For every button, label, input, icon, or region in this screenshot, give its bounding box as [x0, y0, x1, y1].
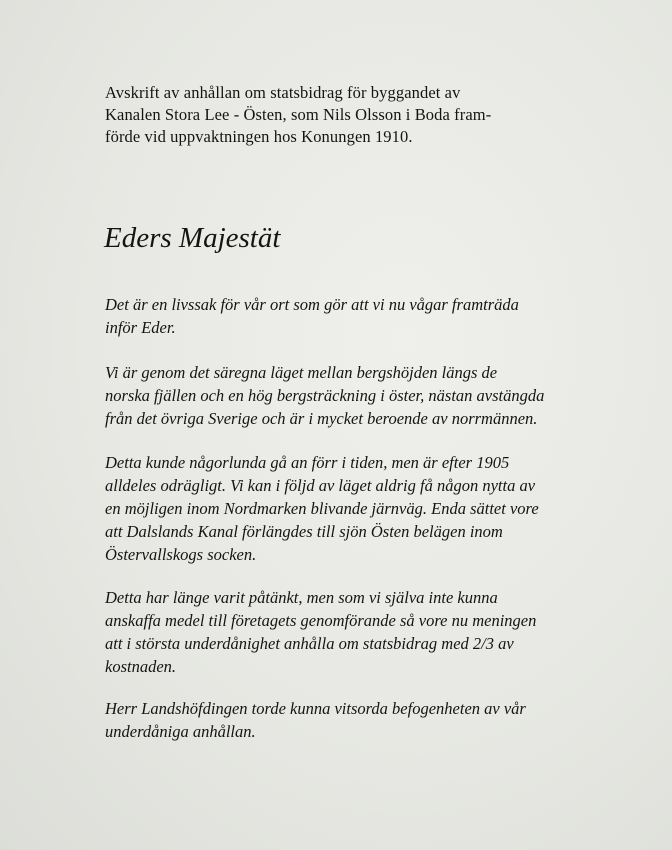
letter-line: Detta kunde någorlunda gå an förr i tiden, men är efter 1905 [105, 453, 510, 472]
letter-line: Det är en livssak för vår ort som gör att vi nu vågar framträda [105, 295, 519, 314]
letter-line: Detta har länge varit påtänkt, men som vi själva inte kunna [105, 588, 498, 607]
letter-line: norska fjällen och en hög bergsträckning i öster, nästan avstängda [105, 386, 545, 405]
intro-line: Avskrift av anhållan om statsbidrag för byggandet av [105, 83, 461, 102]
letter-line: från det övriga Sverige och är i mycket beroende av norrmännen. [105, 409, 538, 428]
letter-line: anskaffa medel till företagets genomförande så vore nu meningen [105, 611, 537, 630]
letter-paragraph-5 [105, 697, 625, 743]
letter-line: Herr Landshöfdingen torde kunna vitsorda befogenheten av vår [105, 699, 526, 718]
letter-paragraph-3 [105, 451, 625, 566]
letter-paragraph-4 [105, 586, 625, 678]
letter-line: en möjligen inom Nordmarken blivande järnväg. Enda sättet vore [105, 499, 539, 518]
letter-line: kostnaden. [105, 657, 177, 676]
intro-line: förde vid uppvaktningen hos Konungen 1910. [105, 127, 413, 146]
salutation-heading: Eders Majestät [104, 222, 281, 254]
letter-line: att Dalslands Kanal förlängdes till sjön Östen belägen inom [105, 522, 503, 541]
letter-line: att i största underdånighet anhålla om statsbidrag med 2/3 av [105, 634, 514, 653]
letter-line: inför Eder. [105, 318, 176, 337]
letter-paragraph-2 [105, 361, 625, 430]
intro-text [105, 82, 605, 148]
letter-paragraph-1 [105, 293, 625, 339]
intro-line: Kanalen Stora Lee - Östen, som Nils Olsson i Boda fram- [105, 105, 492, 124]
letter-line: underdåniga anhållan. [105, 722, 256, 741]
letter-line: Vi är genom det säregna läget mellan bergshöjden längs de [105, 363, 498, 382]
letter-line: Östervallskogs socken. [105, 545, 257, 564]
letter-line: alldeles odrägligt. Vi kan i följd av läget aldrig få någon nytta av [105, 476, 536, 495]
